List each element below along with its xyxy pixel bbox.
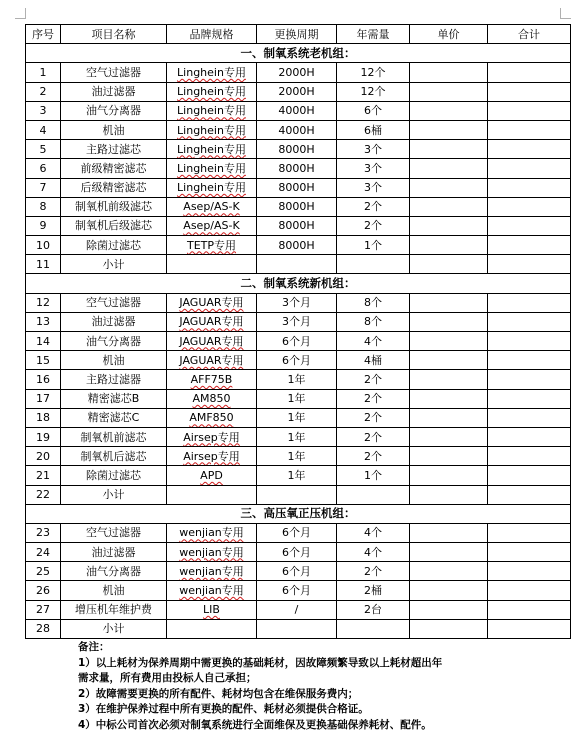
item-name: 主路过滤芯 [61,140,167,159]
brand-spec [167,159,257,178]
total [488,543,571,562]
total [488,197,571,216]
brand-spec-text: TETP专用 [186,238,237,252]
page-corner-mark-right [560,8,571,19]
unit-price [410,619,488,638]
brand-spec [167,619,257,638]
replace-cycle: 8000H [257,159,337,178]
brand-spec-text: wenjian专用 [179,584,244,598]
brand-spec-text: AM850 [192,392,231,406]
table-row [26,370,571,389]
annual-qty: 4个 [337,543,410,562]
replace-cycle: 4000H [257,120,337,139]
replace-cycle: / [257,600,337,619]
brand-spec-text: JAGUAR专用 [179,334,244,348]
table-row [26,447,571,466]
brand-spec-text: Airsep专用 [183,430,240,444]
unit-price [410,447,488,466]
brand-spec [167,332,257,351]
brand-spec [167,312,257,331]
brand-spec [167,293,257,312]
total [488,63,571,82]
unit-price [410,427,488,446]
annual-qty [337,619,410,638]
brand-spec [167,408,257,427]
item-name: 除菌过滤芯 [61,466,167,485]
row-number: 4 [26,120,61,139]
unit-price [410,197,488,216]
row-number: 22 [26,485,61,504]
table-row [26,485,571,504]
brand-spec-text: JAGUAR专用 [179,353,244,367]
table-row [26,619,571,638]
brand-spec-text: APD [200,468,223,482]
row-number: 6 [26,159,61,178]
replace-cycle [257,619,337,638]
table-row [26,562,571,581]
total [488,140,571,159]
table-row [26,312,571,331]
header-row [26,25,571,44]
replace-cycle: 6个月 [257,523,337,542]
row-number: 9 [26,216,61,235]
item-name: 机油 [61,581,167,600]
row-number: 27 [26,600,61,619]
table-row [26,120,571,139]
section-title: 二、制氧系统新机组： [26,274,571,293]
unit-price [410,370,488,389]
replace-cycle: 1年 [257,408,337,427]
brand-spec [167,485,257,504]
annual-qty: 3个 [337,159,410,178]
header-cycle: 更换周期 [257,25,337,44]
unit-price [410,120,488,139]
replace-cycle: 8000H [257,236,337,255]
brand-spec [167,523,257,542]
brand-spec-text: Linghein专用 [177,181,246,195]
brand-spec [167,562,257,581]
table-row [26,159,571,178]
item-name: 除菌过滤芯 [61,236,167,255]
brand-spec-text: AMF850 [189,411,234,425]
brand-spec [167,351,257,370]
total [488,216,571,235]
replace-cycle: 1年 [257,466,337,485]
section-title: 一、制氧系统老机组： [26,44,571,63]
unit-price [410,216,488,235]
total [488,581,571,600]
total [488,120,571,139]
note-line: 4）中标公司首次必须对制氧系统进行全面维保及更换基础保养耗材、配件。 [78,718,432,731]
row-number: 13 [26,312,61,331]
total [488,178,571,197]
brand-spec [167,427,257,446]
item-name: 小计 [61,255,167,274]
replace-cycle [257,255,337,274]
brand-spec [167,216,257,235]
brand-spec-text: Linghein专用 [177,161,246,175]
row-number: 12 [26,293,61,312]
row-number: 17 [26,389,61,408]
annual-qty: 2台 [337,600,410,619]
row-number: 1 [26,63,61,82]
header-total: 合计 [488,25,571,44]
note-line: 2）故障需要更换的所有配件、耗材均包含在维保服务费内； [78,687,359,700]
total [488,447,571,466]
item-name: 油气分离器 [61,562,167,581]
annual-qty: 4桶 [337,351,410,370]
unit-price [410,178,488,197]
unit-price [410,140,488,159]
replace-cycle: 8000H [257,197,337,216]
replace-cycle: 1年 [257,427,337,446]
replace-cycle: 6个月 [257,562,337,581]
row-number: 20 [26,447,61,466]
brand-spec [167,101,257,120]
unit-price [410,82,488,101]
item-name: 前级精密滤芯 [61,159,167,178]
table-row [26,543,571,562]
table-row [26,523,571,542]
total [488,408,571,427]
row-number: 25 [26,562,61,581]
table-row [26,178,571,197]
row-number: 28 [26,619,61,638]
item-name: 增压机年维护费 [61,600,167,619]
table-row [26,600,571,619]
item-name: 油过滤器 [61,312,167,331]
replace-cycle: 6个月 [257,581,337,600]
unit-price [410,293,488,312]
brand-spec-text: wenjian专用 [179,545,244,559]
replace-cycle: 8000H [257,140,337,159]
unit-price [410,523,488,542]
item-name: 空气过滤器 [61,293,167,312]
brand-spec [167,370,257,389]
row-number: 14 [26,332,61,351]
table-row [26,216,571,235]
brand-spec [167,236,257,255]
total [488,370,571,389]
table-row [26,389,571,408]
total [488,485,571,504]
unit-price [410,351,488,370]
table-row [26,427,571,446]
total [488,312,571,331]
annual-qty: 2个 [337,216,410,235]
annual-qty: 2个 [337,370,410,389]
table-row [26,197,571,216]
annual-qty: 1个 [337,466,410,485]
total [488,101,571,120]
row-number: 2 [26,82,61,101]
unit-price [410,312,488,331]
annual-qty: 2个 [337,197,410,216]
annual-qty: 2个 [337,389,410,408]
brand-spec-text: Linghein专用 [177,142,246,156]
table-row [26,255,571,274]
row-number: 19 [26,427,61,446]
table-row [26,581,571,600]
brand-spec [167,82,257,101]
brand-spec-text: Airsep专用 [183,449,240,463]
total [488,236,571,255]
brand-spec-text: LIB [203,603,220,617]
item-name: 油气分离器 [61,332,167,351]
row-number: 11 [26,255,61,274]
brand-spec-text: Asep/AS-K [183,219,240,233]
brand-spec-text: wenjian专用 [179,526,244,540]
item-name: 油过滤器 [61,82,167,101]
header-brand: 品牌规格 [167,25,257,44]
unit-price [410,466,488,485]
annual-qty: 2个 [337,427,410,446]
brand-spec [167,197,257,216]
annual-qty: 4个 [337,332,410,351]
table-row [26,293,571,312]
section-row [26,44,571,63]
brand-spec [167,447,257,466]
annual-qty: 8个 [337,293,410,312]
unit-price [410,543,488,562]
annual-qty: 2个 [337,562,410,581]
consumables-table [25,24,571,639]
header-item-name: 项目名称 [61,25,167,44]
replace-cycle: 1年 [257,389,337,408]
unit-price [410,236,488,255]
note-line: 3）在维护保养过程中所有更换的配件、耗材必须提供合格证。 [78,703,369,715]
table-row [26,82,571,101]
page-corner-mark-left [15,8,26,19]
unit-price [410,485,488,504]
unit-price [410,389,488,408]
table-row [26,408,571,427]
brand-spec-text: JAGUAR专用 [179,315,244,329]
row-number: 23 [26,523,61,542]
note-line: 1）以上耗材为保养周期中需更换的基础耗材，因故障频繁导致以上耗材超出年 [78,656,443,669]
row-number: 8 [26,197,61,216]
item-name: 油过滤器 [61,543,167,562]
unit-price [410,600,488,619]
row-number: 18 [26,408,61,427]
unit-price [410,332,488,351]
total [488,82,571,101]
replace-cycle: 6个月 [257,332,337,351]
brand-spec [167,466,257,485]
section-row [26,274,571,293]
total [488,427,571,446]
total [488,562,571,581]
annual-qty: 3个 [337,178,410,197]
annual-qty: 12个 [337,63,410,82]
brand-spec [167,581,257,600]
brand-spec-text: Asep/AS-K [183,200,240,214]
brand-spec-text: JAGUAR专用 [179,296,244,310]
annual-qty: 2桶 [337,581,410,600]
unit-price [410,562,488,581]
table-row [26,140,571,159]
annual-qty: 2个 [337,447,410,466]
replace-cycle: 3个月 [257,312,337,331]
item-name: 小计 [61,619,167,638]
note-line: 需求量，所有费用由投标人自己承担； [78,672,257,684]
total [488,389,571,408]
replace-cycle: 1年 [257,447,337,466]
total [488,523,571,542]
brand-spec-text: Linghein专用 [177,123,246,137]
item-name: 后级精密滤芯 [61,178,167,197]
row-number: 5 [26,140,61,159]
replace-cycle: 1年 [257,370,337,389]
total [488,600,571,619]
replace-cycle: 2000H [257,82,337,101]
unit-price [410,101,488,120]
item-name: 制氧机后级滤芯 [61,216,167,235]
brand-spec [167,120,257,139]
total [488,619,571,638]
row-number: 26 [26,581,61,600]
row-number: 21 [26,466,61,485]
replace-cycle [257,485,337,504]
unit-price [410,159,488,178]
item-name: 制氧机前滤芯 [61,427,167,446]
row-number: 7 [26,178,61,197]
annual-qty: 2个 [337,408,410,427]
brand-spec-text: wenjian专用 [179,564,244,578]
table-row [26,63,571,82]
brand-spec [167,543,257,562]
item-name: 空气过滤器 [61,523,167,542]
item-name: 油气分离器 [61,101,167,120]
replace-cycle: 3个月 [257,293,337,312]
annual-qty [337,255,410,274]
replace-cycle: 8000H [257,216,337,235]
annual-qty [337,485,410,504]
annual-qty: 4个 [337,523,410,542]
annual-qty: 6个 [337,101,410,120]
item-name: 制氧机后滤芯 [61,447,167,466]
unit-price [410,255,488,274]
total [488,159,571,178]
unit-price [410,581,488,600]
item-name: 制氧机前级滤芯 [61,197,167,216]
replace-cycle: 4000H [257,101,337,120]
row-number: 15 [26,351,61,370]
header-unit-price: 单价 [410,25,488,44]
brand-spec-text: Linghein专用 [177,104,246,118]
replace-cycle: 8000H [257,178,337,197]
total [488,466,571,485]
item-name: 小计 [61,485,167,504]
brand-spec-text: Linghein专用 [177,65,246,79]
notes-title: 备注： [78,641,110,653]
item-name: 机油 [61,351,167,370]
replace-cycle: 2000H [257,63,337,82]
header-no: 序号 [26,25,61,44]
annual-qty: 6桶 [337,120,410,139]
row-number: 10 [26,236,61,255]
annual-qty: 3个 [337,140,410,159]
replace-cycle: 6个月 [257,543,337,562]
brand-spec [167,178,257,197]
total [488,293,571,312]
unit-price [410,408,488,427]
header-annual-qty: 年需量 [337,25,410,44]
total [488,351,571,370]
annual-qty: 1个 [337,236,410,255]
annual-qty: 12个 [337,82,410,101]
brand-spec [167,389,257,408]
table-row [26,236,571,255]
notes-block [78,640,558,733]
item-name: 精密滤芯C [61,408,167,427]
table-row [26,351,571,370]
table-row [26,332,571,351]
section-title: 三、高压氧正压机组： [26,504,571,523]
table-row [26,466,571,485]
brand-spec-text: Linghein专用 [177,85,246,99]
item-name: 空气过滤器 [61,63,167,82]
row-number: 16 [26,370,61,389]
brand-spec [167,63,257,82]
row-number: 3 [26,101,61,120]
brand-spec [167,600,257,619]
total [488,332,571,351]
brand-spec [167,255,257,274]
unit-price [410,63,488,82]
item-name: 机油 [61,120,167,139]
section-row [26,504,571,523]
item-name: 精密滤芯B [61,389,167,408]
table-row [26,101,571,120]
annual-qty: 8个 [337,312,410,331]
item-name: 主路过滤器 [61,370,167,389]
total [488,255,571,274]
row-number: 24 [26,543,61,562]
brand-spec-text: AFF75B [190,372,233,386]
replace-cycle: 6个月 [257,351,337,370]
brand-spec [167,140,257,159]
